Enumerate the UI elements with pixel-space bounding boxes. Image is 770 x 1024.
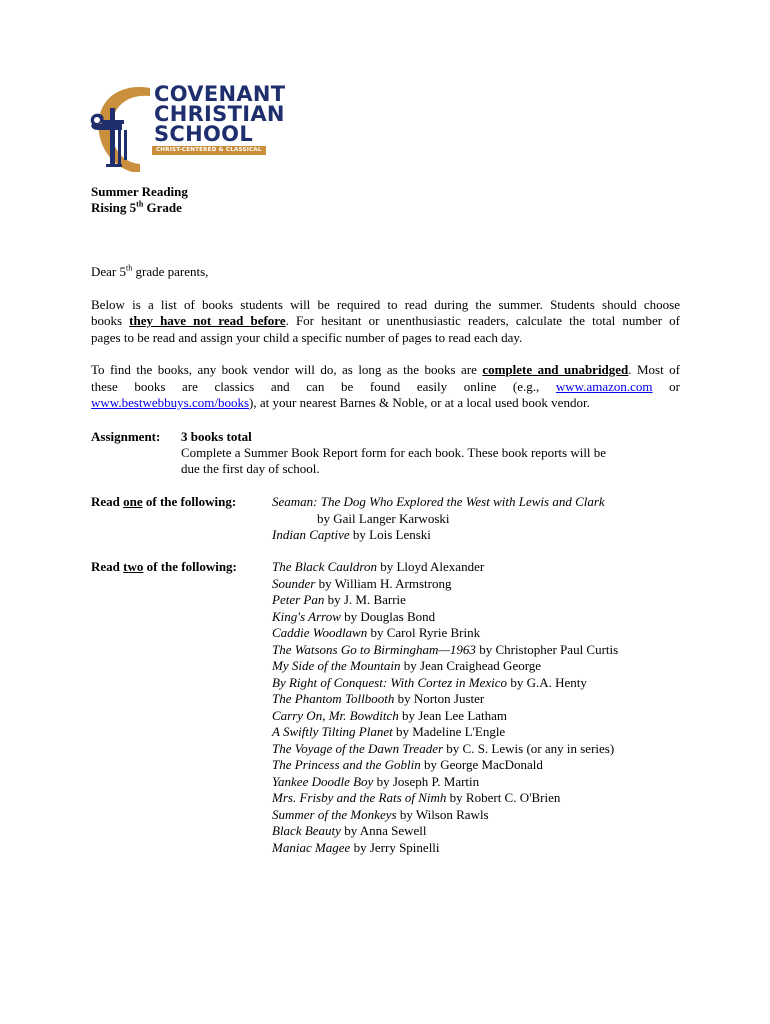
- para2-word: books: [134, 379, 166, 394]
- school-logo: [88, 82, 286, 176]
- book-title: Yankee Doodle Boy: [272, 773, 374, 789]
- book-title: Carry On, Mr. Bowditch: [272, 707, 399, 723]
- para2-word: be: [340, 379, 354, 394]
- book-author: by Norton Juster: [394, 691, 485, 706]
- para2-line1: [91, 362, 680, 379]
- assignment-line3: due the first day of school.: [181, 461, 320, 476]
- list-item: [272, 576, 618, 593]
- amazon-link[interactable]: www.amazon.com: [555, 379, 653, 394]
- book-author: by C. S. Lewis (or any in series): [443, 740, 615, 756]
- para2-word: or: [669, 379, 680, 394]
- book-author: by Wilson Rawls: [396, 806, 489, 822]
- book-author: by Joseph P. Martin: [373, 773, 480, 789]
- book-title: The Phantom Tollbooth: [272, 691, 395, 706]
- para1-line1: Below is a list of books students will be required to read during the summer. Students should choose: [91, 297, 680, 312]
- book-title: Sounder: [272, 575, 316, 591]
- list-item: [272, 494, 605, 511]
- read-two-label-pre: Read: [91, 559, 124, 574]
- book-author: by G.A. Henty: [507, 674, 587, 690]
- heading-grade-sup: th: [136, 199, 144, 209]
- para2-line3: [91, 395, 590, 412]
- para2-word: these: [91, 379, 118, 394]
- logo-line-school: SCHOOL: [154, 122, 253, 146]
- list-item: [272, 724, 618, 741]
- list-item: [272, 741, 618, 758]
- book-title: Maniac Magee: [272, 839, 351, 855]
- para1-emphasis: they have not read before: [129, 313, 286, 328]
- list-item: [272, 642, 618, 659]
- logo-line-christian: CHRISTIAN: [154, 102, 285, 126]
- book-author: by Jean Craighead George: [400, 658, 542, 673]
- heading-grade: [91, 200, 182, 217]
- read-one-label-underline: one: [123, 494, 143, 509]
- list-item: [272, 774, 618, 791]
- list-item: [272, 511, 605, 528]
- book-title: The Princess and the Goblin: [272, 757, 421, 772]
- list-item: [272, 757, 618, 774]
- assignment-line2: Complete a Summer Book Report form for each book. These book reports will be: [181, 445, 607, 460]
- book-title: The Black Cauldron: [272, 559, 377, 574]
- book-author: by J. M. Barrie: [324, 592, 406, 607]
- para2-emphasis: complete and unabridged: [482, 362, 629, 377]
- bestwebbuys-link[interactable]: www.bestwebbuys.com/books: [91, 395, 250, 410]
- heading-grade-pre: Rising 5: [91, 200, 137, 215]
- book-author: by Anna Sewell: [340, 823, 427, 838]
- assignment-label: Assignment:: [91, 429, 161, 444]
- list-item: [272, 527, 605, 544]
- book-author: by Gail Langer Karwoski: [317, 510, 450, 526]
- book-title: Seaman: The Dog Who Explored the West with Lewis and Clark: [272, 494, 605, 509]
- book-title: Mrs. Frisby and the Rats of Nimh: [272, 790, 447, 805]
- list-item: [272, 609, 618, 626]
- para2-word: easily: [416, 379, 448, 394]
- salutation-pre: Dear 5: [91, 264, 127, 279]
- heading-summer-reading: Summer Reading: [91, 184, 188, 199]
- para2-line2: [91, 379, 680, 396]
- para1-line3: pages to be read and assign your child a specific number of pages to read each day.: [91, 330, 523, 345]
- book-author: by Lois Lenski: [349, 527, 431, 542]
- list-item: [272, 840, 618, 857]
- book-author: by Lloyd Alexander: [376, 559, 485, 574]
- read-one-label-pre: Read: [91, 494, 124, 509]
- book-author: by Carol Ryrie Brink: [367, 625, 481, 640]
- read-two-label-post: of the following:: [143, 559, 237, 574]
- read-one-list: [272, 494, 605, 544]
- list-item: [272, 675, 618, 692]
- salutation-post: grade parents,: [132, 264, 209, 279]
- list-item: [272, 708, 618, 725]
- read-two-list: [272, 559, 618, 856]
- read-two-label: [91, 559, 237, 576]
- book-author: by Robert C. O'Brien: [446, 790, 561, 805]
- salutation-sup: th: [126, 263, 133, 273]
- read-one-label-post: of the following:: [142, 494, 237, 509]
- book-author: by Douglas Bond: [340, 608, 436, 624]
- book-title: Summer of the Monkeys: [272, 806, 397, 822]
- para2-word: and: [270, 379, 290, 394]
- book-title: By Right of Conquest: With Cortez in Mexico: [272, 674, 508, 690]
- para2-line1-pre: To find the books, any book vendor will do, as long as the books are: [91, 362, 483, 377]
- book-author: by Madeline L'Engle: [392, 724, 506, 739]
- assignment-total: 3 books total: [181, 429, 252, 444]
- book-title: Indian Captive: [272, 527, 350, 542]
- logo-line-covenant: COVENANT: [154, 82, 286, 106]
- list-item: [272, 625, 618, 642]
- para2-word: online: [463, 379, 497, 394]
- para1-line2: [91, 313, 680, 330]
- book-title: The Voyage of the Dawn Treader: [272, 740, 444, 756]
- school-emblem-icon: [88, 84, 158, 176]
- list-item: [272, 807, 618, 824]
- read-one-label: [91, 494, 236, 511]
- book-author: by George MacDonald: [420, 757, 543, 772]
- list-item: [272, 658, 618, 675]
- para2-word: classics: [214, 379, 255, 394]
- para2-word: found: [369, 379, 401, 394]
- heading-grade-post: Grade: [143, 200, 182, 215]
- book-title: My Side of the Mountain: [272, 658, 401, 673]
- salutation: [91, 264, 208, 281]
- para1-line2-pre: books: [91, 313, 130, 328]
- book-title: A Swiftly Tilting Planet: [272, 724, 393, 739]
- list-item: [272, 823, 618, 840]
- para2-line3-post: ), at your nearest Barnes & Noble, or at a local used book vendor.: [249, 395, 590, 410]
- list-item: [272, 691, 618, 708]
- para2-word: (e.g.,: [512, 379, 540, 394]
- read-two-label-underline: two: [123, 559, 144, 574]
- book-author: by Jerry Spinelli: [350, 839, 440, 855]
- para2-line1-post: . Most of: [628, 362, 680, 377]
- book-author: by Jean Lee Latham: [398, 707, 508, 723]
- book-author: by Christopher Paul Curtis: [475, 641, 619, 657]
- list-item: [272, 790, 618, 807]
- logo-tagline: CHRIST-CENTERED & CLASSICAL: [152, 146, 266, 155]
- book-author: by William H. Armstrong: [315, 575, 452, 591]
- book-title: Peter Pan: [272, 592, 325, 607]
- para2-word: are: [182, 379, 198, 394]
- para1-line2-post: . For hesitant or unenthusiastic readers, calculate the total number of: [285, 313, 680, 328]
- book-title: Black Beauty: [272, 823, 341, 838]
- book-title: Caddie Woodlawn: [272, 625, 368, 640]
- book-title: The Watsons Go to Birmingham—1963: [272, 641, 476, 657]
- book-title: King's Arrow: [272, 608, 341, 624]
- list-item: [272, 559, 618, 576]
- para2-word: can: [306, 379, 325, 394]
- list-item: [272, 592, 618, 609]
